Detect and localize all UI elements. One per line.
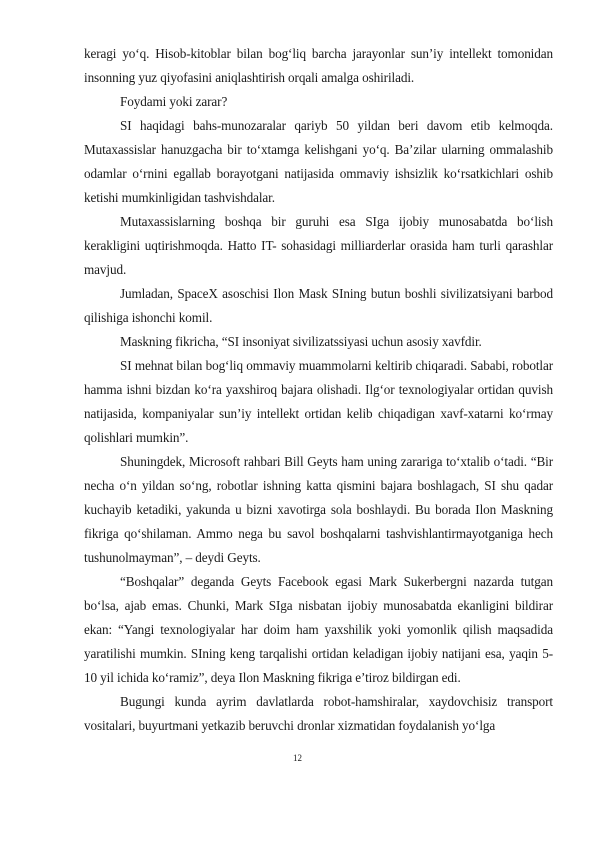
paragraph: Mutaxassislarning boshqa bir guruhi esa SIga ijobiy munosabatda bo‘lish kerakligini uqtirishmoqda. Hatto IT- sohasidagi milliarderlar orasida ham turli qarashlar mavjud.	[84, 214, 553, 277]
section-heading: Foydami yoki zarar?	[120, 94, 228, 109]
paragraph: Maskning fikricha, “SI insoniyat sivilizatssiyasi uchun asosiy xavfdir.	[120, 334, 482, 349]
paragraph-continuation: keragi yo‘q. Hisob-kitoblar bilan bog‘liq barcha jarayonlar sun’iy intellekt tomonidan insonning yuz qiyofasini aniqlashtirish orqali amalga oshiriladi.	[84, 46, 553, 85]
page-number: 12	[293, 753, 302, 763]
paragraph: Shuningdek, Microsoft rahbari Bill Geyts ham uning zarariga to‘xtalib o‘tadi. “Bir necha o‘n yildan so‘ng, robotlar ishning katta qismini bajara boshlagach, SI shu qadar kuchayib ketadiki, yakunda u bizni xavotirga sola boshlaydi. Bu borada Ilon Maskning fikriga qo‘shilaman. Ammo nega bu savol boshqalarni tashvishlantirmayotganiga hech tushunolmayman”, – deydi Geyts.	[84, 454, 553, 565]
paragraph: Jumladan, SpaceX asoschisi Ilon Mask SIning butun boshli sivilizatsiyani barbod qilishiga ishonchi komil.	[84, 286, 553, 325]
paragraph: SI mehnat bilan bog‘liq ommaviy muammolarni keltirib chiqaradi. Sababi, robotlar hamma ishni bizdan ko‘ra yaxshiroq bajara olishadi. Ilg‘or texnologiyalar ortidan quvish natijasida, kompaniyalar sun’iy intellekt ortidan kelib chiqadigan xavf-xatarni ko‘rmay qolishlari mumkin”.	[84, 358, 553, 445]
paragraph: SI haqidagi bahs-munozaralar qariyb 50 yildan beri davom etib kelmoqda. Mutaxassislar hanuzgacha bir to‘xtamga kelishgani yo‘q. Ba’zilar ularning ommalashib odamlar o‘rnini egallab borayotgani natijasida ommaviy ishsizlik ko‘rsatkichlari oshib ketishi mumkinligidan tashvishdalar.	[84, 118, 553, 205]
paragraph: Bugungi kunda ayrim davlatlarda robot-hamshiralar, xaydovchisiz transport vositalari, buyurtmani yetkazib beruvchi dronlar xizmatidan foydalanish yo‘lga	[84, 694, 553, 733]
document-page	[84, 42, 553, 738]
paragraph: “Boshqalar” deganda Geyts Facebook egasi Mark Sukerbergni nazarda tutgan bo‘lsa, ajab emas. Chunki, Mark SIga nisbatan ijobiy munosabatda ekanligini bildirar ekan: “Yangi texnologiyalar har doim ham yaxshilik yoki yomonlik qilish maqsadida yaratilishi mumkin. SIning keng tarqalishi ortidan keladigan ijobiy natijani esa, yaqin 5-10 yil ichida ko‘ramiz”, deya Ilon Maskning fikriga e’tiroz bildirgan edi.	[84, 574, 553, 685]
